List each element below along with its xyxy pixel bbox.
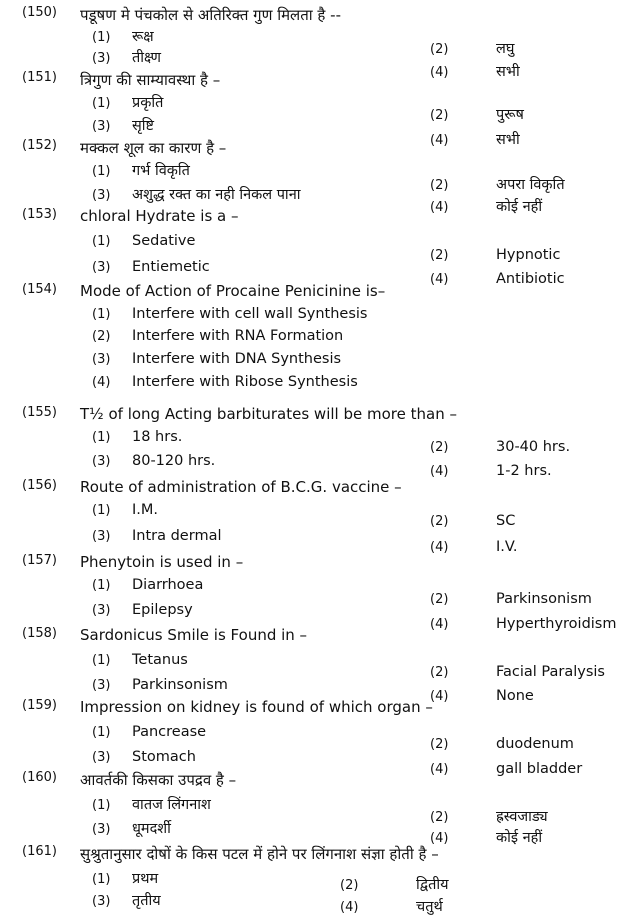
question-number: (158) — [22, 626, 57, 641]
question-number: (161) — [22, 844, 57, 859]
option-2: (2) लघु — [430, 41, 515, 57]
option-2: (2) Facial Paralysis — [430, 664, 605, 680]
option-3: (3) सृष्टि — [92, 118, 155, 134]
option-1: (1) रूक्ष — [92, 29, 154, 45]
option-2: (2) पुरूष — [430, 107, 524, 123]
option-4: (4) सभी — [430, 64, 520, 80]
question-number: (152) — [22, 138, 57, 153]
option-1: (1) प्रकृति — [92, 95, 164, 111]
option-4: (4) कोई नहीं — [430, 199, 543, 215]
question-number: (153) — [22, 207, 57, 222]
option-1: (1) Pancrease — [92, 724, 207, 740]
option-1: (1) Diarrhoea — [92, 577, 204, 593]
question-number: (151) — [22, 70, 57, 85]
option-1: (1) प्रथम — [92, 871, 159, 887]
question-text: Impression on kidney is found of which organ – — [80, 698, 433, 716]
option-4: (4) 1-2 hrs. — [430, 463, 552, 479]
question-text: T½ of long Acting barbiturates will be more than – — [80, 405, 457, 423]
option-3: (3) धूमदर्शी — [92, 821, 171, 837]
option-3: (3) Parkinsonism — [92, 677, 228, 693]
option-2: (2) duodenum — [430, 736, 574, 752]
option-2: (2) SC — [430, 513, 516, 529]
option-2: (2) Parkinsonism — [430, 591, 592, 607]
option-4: (4) Hyperthyroidism — [430, 616, 617, 632]
option-1: (1) गर्भ विकृति — [92, 163, 190, 179]
question-text: Phenytoin is used in – — [80, 553, 244, 571]
option-2: (2) Interfere with RNA Formation — [92, 328, 344, 344]
option-2: (2) ह्रस्वजाड्य — [430, 809, 548, 825]
question-number: (155) — [22, 405, 57, 420]
option-4: (4) कोई नहीं — [430, 830, 543, 846]
question-text: मक्कल शूल का कारण है – — [80, 139, 227, 157]
option-3: (3) तीक्ष्ण — [92, 50, 161, 66]
option-4: (4) Antibiotic — [430, 271, 565, 287]
question-text: पडूषण मे पंचकोल से अतिरिक्त गुण मिलता है -- — [80, 6, 341, 24]
option-3: (3) Intra dermal — [92, 528, 222, 544]
option-2: (2) 30-40 hrs. — [430, 439, 571, 455]
option-1: (1) Interfere with cell wall Synthesis — [92, 306, 368, 322]
question-number: (159) — [22, 698, 57, 713]
option-2: (2) अपरा विकृति — [430, 177, 565, 193]
question-number: (160) — [22, 770, 57, 785]
option-3: (3) 80-120 hrs. — [92, 453, 216, 469]
question-text: आवर्तकी किसका उपद्रव है – — [80, 771, 237, 789]
option-1: (1) 18 hrs. — [92, 429, 183, 445]
option-2: (2) Hypnotic — [430, 247, 561, 263]
question-text: Sardonicus Smile is Found in – — [80, 626, 308, 644]
question-number: (154) — [22, 282, 57, 297]
question-text: Route of administration of B.C.G. vaccine – — [80, 478, 402, 496]
question-text: chloral Hydrate is a – — [80, 207, 239, 225]
option-4: (4) चतुर्थ — [340, 899, 443, 915]
question-text: त्रिगुण की साम्यावस्था है – — [80, 71, 221, 89]
option-3: (3) अशुद्ध रक्त का नही निकल पाना — [92, 187, 301, 203]
question-number: (150) — [22, 5, 57, 20]
question-text: सुश्रुतानुसार दोषों के किस पटल में होने पर लिंगनाश संज्ञा होती है – — [80, 845, 439, 863]
option-4: (4) None — [430, 688, 534, 704]
option-4: (4) gall bladder — [430, 761, 583, 777]
option-1: (1) Sedative — [92, 233, 196, 249]
option-3: (3) तृतीय — [92, 893, 161, 909]
question-text: Mode of Action of Procaine Penicinine is– — [80, 282, 386, 300]
option-1: (1) I.M. — [92, 502, 159, 518]
option-1: (1) Tetanus — [92, 652, 188, 668]
question-number: (157) — [22, 553, 57, 568]
option-4: (4) सभी — [430, 132, 520, 148]
option-3: (3) Interfere with DNA Synthesis — [92, 351, 342, 367]
question-number: (156) — [22, 478, 57, 493]
option-4: (4) Interfere with Ribose Synthesis — [92, 374, 358, 390]
option-4: (4) I.V. — [430, 539, 518, 555]
option-3: (3) Stomach — [92, 749, 196, 765]
option-3: (3) Epilepsy — [92, 602, 193, 618]
option-1: (1) वातज लिंगनाश — [92, 797, 211, 813]
option-2: (2) द्वितीय — [340, 877, 449, 893]
option-3: (3) Entiemetic — [92, 259, 210, 275]
